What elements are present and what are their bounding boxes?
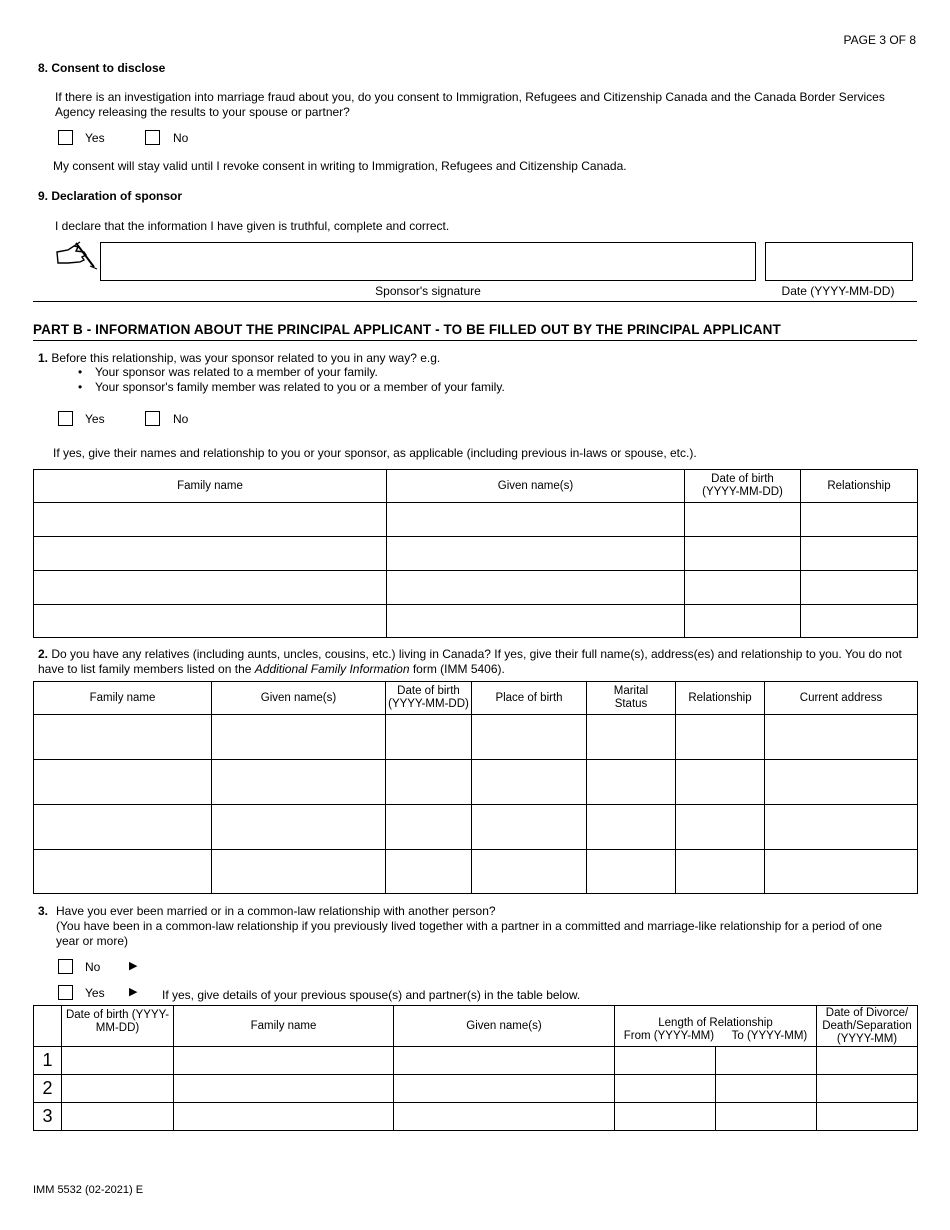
table-cell[interactable]	[387, 605, 685, 638]
table-cell[interactable]	[34, 760, 212, 805]
table-cell[interactable]	[174, 1075, 394, 1103]
q2-relatives-table	[33, 681, 918, 894]
consent-no-checkbox[interactable]	[145, 130, 160, 145]
consent-yes-checkbox[interactable]	[58, 130, 73, 145]
table-cell[interactable]	[615, 1047, 716, 1075]
table-cell[interactable]	[387, 503, 685, 537]
column-header: Marital Status	[587, 682, 676, 715]
signing-hand-icon	[54, 240, 98, 270]
table-cell[interactable]	[472, 805, 587, 850]
table-cell[interactable]	[676, 805, 765, 850]
table-cell[interactable]	[34, 850, 212, 894]
q1-relations-table	[33, 469, 918, 638]
table-cell[interactable]	[34, 571, 387, 605]
table-cell[interactable]	[34, 805, 212, 850]
column-header: Length of Relationship	[658, 1017, 773, 1029]
column-header: Given name(s)	[212, 682, 386, 715]
table-cell[interactable]	[34, 537, 387, 571]
column-header: Family name	[34, 470, 387, 503]
column-header: To (YYYY-MM)	[731, 1030, 808, 1042]
column-header	[34, 1006, 62, 1047]
q3-no-checkbox[interactable]	[58, 959, 73, 974]
q3-yes-checkbox[interactable]	[58, 985, 73, 1000]
table-cell[interactable]	[386, 805, 472, 850]
q3-previous-partners-table	[33, 1005, 918, 1131]
row-number: 1	[34, 1047, 62, 1075]
sponsor-signature-label: Sponsor's signature	[375, 284, 481, 298]
column-header: Current address	[765, 682, 918, 715]
q3-text: Have you ever been married or in a common-law relationship with another person?	[56, 904, 496, 918]
q1-no-checkbox[interactable]	[145, 411, 160, 426]
q1-bullet: • Your sponsor's family member was related to you or a member of your family.	[53, 380, 505, 395]
table-cell[interactable]	[212, 760, 386, 805]
table-cell[interactable]	[817, 1047, 918, 1075]
table-cell[interactable]	[765, 760, 918, 805]
table-cell[interactable]	[212, 805, 386, 850]
arrow-right-icon: ▶	[129, 986, 138, 998]
column-header: Date of birth (YYYY-MM-DD)	[386, 682, 472, 715]
table-cell[interactable]	[587, 805, 676, 850]
table-cell[interactable]	[801, 605, 918, 638]
table-cell[interactable]	[801, 571, 918, 605]
table-cell[interactable]	[62, 1075, 174, 1103]
q1-yes-label: Yes	[85, 412, 105, 426]
q1-bullets	[53, 365, 505, 395]
table-cell[interactable]	[615, 1103, 716, 1131]
table-cell[interactable]	[716, 1047, 817, 1075]
row-number: 2	[34, 1075, 62, 1103]
table-cell[interactable]	[817, 1075, 918, 1103]
column-header: Place of birth	[472, 682, 587, 715]
q3-yes-label: Yes	[85, 986, 105, 1000]
table-cell[interactable]	[587, 760, 676, 805]
part-b-heading: PART B - INFORMATION ABOUT THE PRINCIPAL APPLICANT - TO BE FILLED OUT BY THE PRINCIPAL APPLICANT	[33, 322, 781, 337]
table-cell[interactable]	[62, 1047, 174, 1075]
table-cell[interactable]	[174, 1103, 394, 1131]
declaration-statement: I declare that the information I have given is truthful, complete and correct.	[55, 219, 450, 233]
table-cell[interactable]	[765, 715, 918, 760]
table-cell[interactable]	[472, 850, 587, 894]
column-header: Given name(s)	[387, 470, 685, 503]
table-cell[interactable]	[394, 1103, 615, 1131]
declaration-date-field[interactable]	[765, 242, 913, 281]
section-9-heading: 9. Declaration of sponsor	[38, 189, 183, 203]
table-cell[interactable]	[34, 605, 387, 638]
table-cell[interactable]	[685, 503, 801, 537]
table-cell[interactable]	[685, 537, 801, 571]
table-cell[interactable]	[765, 850, 918, 894]
q1-no-label: No	[173, 412, 189, 426]
section-divider	[33, 301, 917, 302]
table-cell[interactable]	[801, 503, 918, 537]
table-cell[interactable]	[801, 537, 918, 571]
table-cell[interactable]	[716, 1103, 817, 1131]
table-cell[interactable]	[587, 715, 676, 760]
q1-bullet: • Your sponsor was related to a member of your family.	[53, 365, 505, 380]
consent-note: My consent will stay valid until I revoke consent in writing to Immigration, Refugees and Citizenship Canada.	[53, 159, 627, 173]
q1-text: 1. Before this relationship, was your sponsor related to you in any way? e.g.	[38, 351, 441, 365]
column-header: Family name	[34, 682, 212, 715]
form-footer-code: IMM 5532 (02-2021) E	[33, 1184, 144, 1196]
consent-no-label: No	[173, 131, 189, 145]
table-cell[interactable]	[394, 1075, 615, 1103]
column-header: Date of Divorce/ Death/Separation (YYYY-MM)	[817, 1006, 918, 1047]
q3-subtext: (You have been in a common-law relationship if you previously lived together with a partner in a committed and marriage-like relationship for a period of one year or more)	[56, 919, 883, 948]
table-cell[interactable]	[386, 760, 472, 805]
table-cell[interactable]	[685, 605, 801, 638]
q3-number: 3.	[38, 904, 49, 918]
consent-question: If there is an investigation into marriage fraud about you, do you consent to Immigration, Refugees and Citizenship Canada and the Canada Border Services Agency releasing the results to your spouse or partner?	[55, 90, 885, 119]
table-cell[interactable]	[676, 760, 765, 805]
table-cell[interactable]	[685, 571, 801, 605]
length-of-relationship-header	[615, 1006, 817, 1047]
section-8-heading: 8. Consent to disclose	[38, 61, 166, 75]
arrow-right-icon: ▶	[129, 960, 138, 972]
table-cell[interactable]	[386, 715, 472, 760]
table-cell[interactable]	[472, 760, 587, 805]
row-number: 3	[34, 1103, 62, 1131]
column-header: Relationship	[676, 682, 765, 715]
table-cell[interactable]	[387, 537, 685, 571]
date-label: Date (YYYY-MM-DD)	[781, 284, 895, 298]
column-header: Date of birth (YYYY-MM-DD)	[62, 1006, 174, 1047]
table-cell[interactable]	[62, 1103, 174, 1131]
table-cell[interactable]	[587, 850, 676, 894]
table-cell[interactable]	[817, 1103, 918, 1131]
column-header: From (YYYY-MM)	[623, 1030, 715, 1042]
table-cell[interactable]	[615, 1075, 716, 1103]
column-header: Given name(s)	[394, 1006, 615, 1047]
table-cell[interactable]	[387, 571, 685, 605]
consent-yes-label: Yes	[85, 131, 105, 145]
table-cell[interactable]	[212, 850, 386, 894]
q3-yes-instruction: If yes, give details of your previous spouse(s) and partner(s) in the table below.	[162, 988, 581, 1002]
column-header: Relationship	[801, 470, 918, 503]
sponsor-signature-field[interactable]	[100, 242, 756, 281]
q1-instruction: If yes, give their names and relationship to you or your sponsor, as applicable (including previous in-laws or spouse, etc.).	[53, 446, 697, 460]
table-cell[interactable]	[394, 1047, 615, 1075]
q2-text: 2. Do you have any relatives (including aunts, uncles, cousins, etc.) living in Canada? If yes, give their full name(s), address(es) and relationship to you. You do not have to list family members listed on the Additional Family Information form (IMM 5406).	[38, 647, 902, 676]
column-header: Family name	[174, 1006, 394, 1047]
table-cell[interactable]	[676, 715, 765, 760]
column-header: Date of birth (YYYY-MM-DD)	[685, 470, 801, 503]
table-cell[interactable]	[676, 850, 765, 894]
table-cell[interactable]	[765, 805, 918, 850]
table-cell[interactable]	[386, 850, 472, 894]
part-b-rule	[33, 340, 917, 341]
q1-yes-checkbox[interactable]	[58, 411, 73, 426]
table-cell[interactable]	[472, 715, 587, 760]
table-cell[interactable]	[174, 1047, 394, 1075]
q3-no-label: No	[85, 960, 101, 974]
table-cell[interactable]	[34, 503, 387, 537]
page-number: PAGE 3 OF 8	[843, 33, 916, 47]
table-cell[interactable]	[212, 715, 386, 760]
table-cell[interactable]	[34, 715, 212, 760]
table-cell[interactable]	[716, 1075, 817, 1103]
